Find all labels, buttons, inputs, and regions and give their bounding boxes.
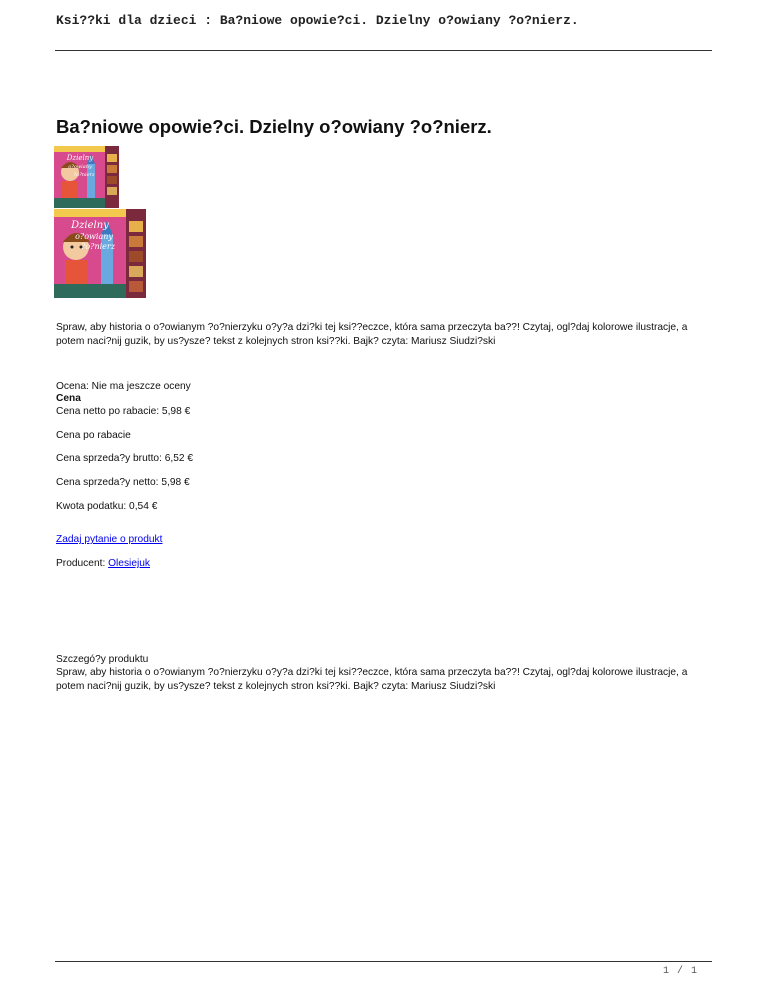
- header-divider: [55, 50, 712, 51]
- sale-price-gross: Cena sprzeda?y brutto: 6,52 €: [56, 453, 194, 464]
- short-description: Spraw, aby historia o o?owianym ?o?nierzyku o?y?a dzi?ki tej ksi??eczce, która sama przeczyta ba??! Czytaj, ogl?daj kolorowe ilustracje, a potem naci?nij guzik, by us?ysze? tekst z kolejnych stron ksi??ki. Bajk? czyta: Mariusz Siudzi?ski: [56, 322, 688, 347]
- tax-amount: Kwota podatku: 0,54 €: [56, 501, 158, 512]
- footer-divider: [55, 961, 712, 962]
- sale-price-net: Cena sprzeda?y netto: 5,98 €: [56, 477, 190, 488]
- book-cover-thumbnail[interactable]: [54, 146, 119, 213]
- price-heading: Cena: [56, 393, 81, 404]
- details-heading: Szczegó?y produktu: [56, 654, 149, 665]
- producer-link[interactable]: Olesiejuk: [108, 558, 151, 569]
- page-title: Ba?niowe opowie?ci. Dzielny o?owiany ?o?nierz.: [56, 116, 492, 137]
- book-cover-main[interactable]: [54, 209, 146, 303]
- page-number: 1 / 1: [663, 966, 699, 977]
- producer-label: Producent:: [56, 558, 109, 569]
- price-after-discount: Cena po rabacie: [56, 430, 131, 441]
- rating-text: Ocena: Nie ma jeszcze oceny: [56, 381, 191, 392]
- cover-main-line-2: o?owiany: [75, 232, 113, 241]
- ask-question-link[interactable]: Zadaj pytanie o produkt: [56, 534, 163, 545]
- cover-thumbnail-line-1: Dzielny: [66, 154, 94, 162]
- book-cover-thumbnail-image: [54, 146, 119, 208]
- cover-thumbnail-line-2: o?owiany: [68, 164, 92, 170]
- book-cover-main-image: [54, 209, 146, 298]
- cover-main-line-1: Dzielny: [71, 220, 109, 231]
- full-description: Spraw, aby historia o o?owianym ?o?nierzyku o?y?a dzi?ki tej ksi??eczce, która sama przeczyta ba??! Czytaj, ogl?daj kolorowe ilustracje, a potem naci?nij guzik, by us?ysze? tekst z kolejnych stron ksi??ki. Bajk? czyta: Mariusz Siudzi?ski: [56, 667, 688, 692]
- producer-row: [56, 557, 150, 571]
- cover-main-line-3: ?o?nierz: [81, 242, 115, 251]
- ask-question-row: [56, 533, 162, 547]
- cover-thumbnail-line-3: ?o?nierz: [73, 172, 95, 178]
- price-net-after-discount: Cena netto po rabacie: 5,98 €: [56, 406, 191, 417]
- running-header-title: Ksi??ki dla dzieci : Ba?niowe opowie?ci. Dzielny o?owiany ?o?nierz.: [56, 13, 579, 28]
